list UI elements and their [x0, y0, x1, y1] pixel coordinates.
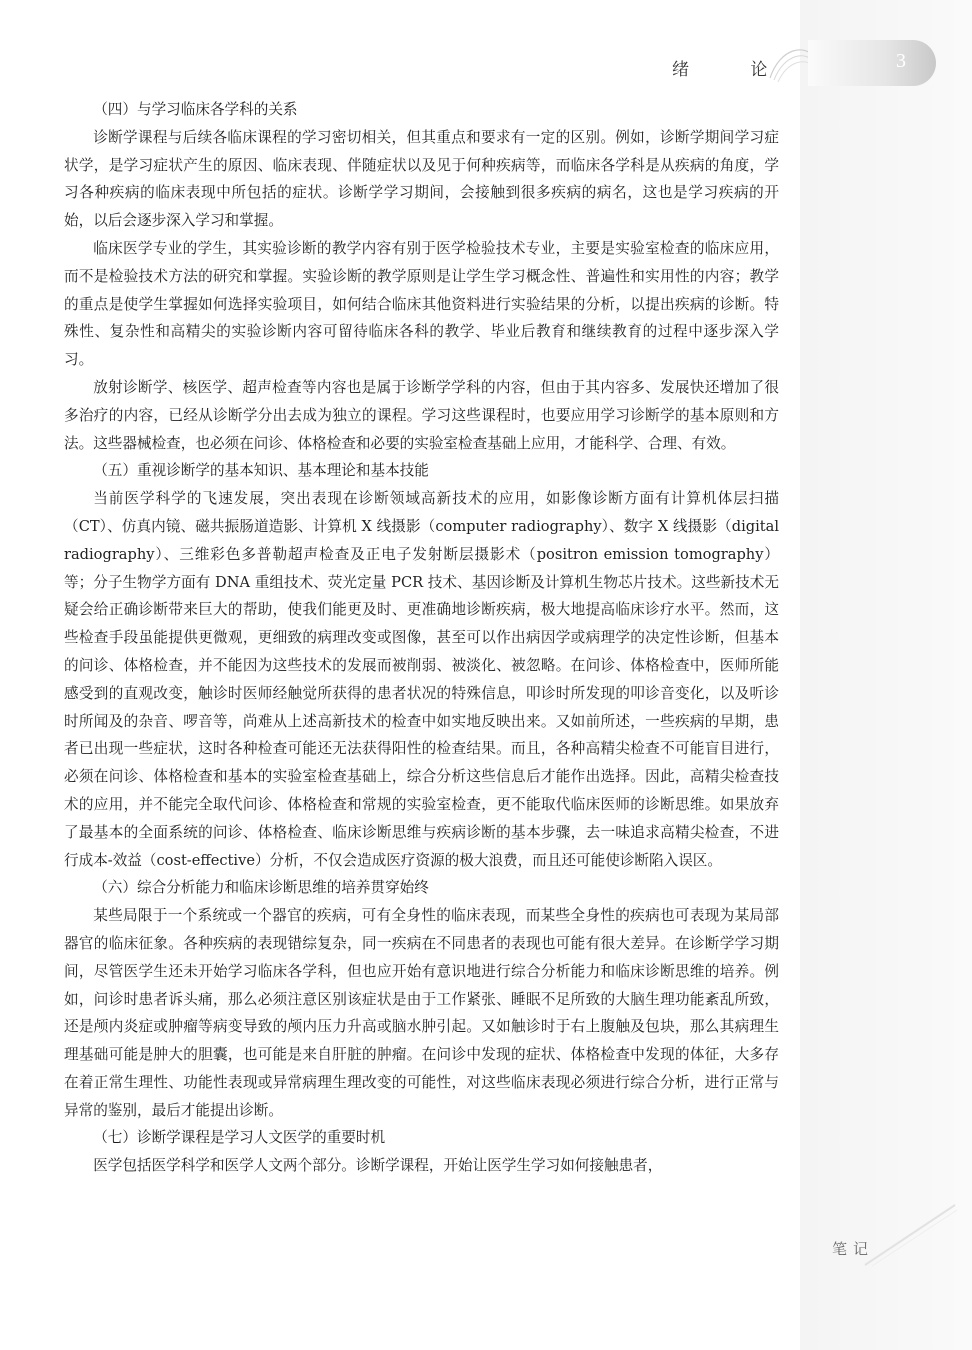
paragraph: 某些局限于一个系统或一个器官的疾病，可有全身性的临床表现，而某些全身性的疾病也可表现为某局部器官的临床征象。各种疾病的表现错综复杂，同一疾病在不同患者的表现也可能有很大差异。在诊断学学习期间，尽管医学生还未开始学习临床各学科，但也应开始有意识地进行综合分析能力和临床诊断思维的培养。例如，问诊时患者诉头痛，那么必须注意区别该症状是由于工作紧张、睡眠不足所致的大脑生理功能紊乱所致，还是颅内炎症或肿瘤等病变导致的颅内压力升高或脑水肿引起。又如触诊时于右上腹触及包块，那么其病理生理基础可能是肿大的胆囊，也可能是来自肝脏的肿瘤。在问诊中发现的症状、体格检查中发现的体征，大多存在着正常生理性、功能性表现或异常病理生理改变的可能性，对这些临床表现必须进行综合分析，进行正常与异常的鉴别，最后才能提出诊断。: [64, 907, 779, 1119]
page-number-tab: [808, 40, 936, 86]
paragraph: 医学包括医学科学和医学人文两个部分。诊断学课程，开始让医学生学习如何接触患者，: [93, 1157, 663, 1175]
chapter-title: 绪 论: [672, 60, 796, 80]
notes-label: 笔记: [832, 1240, 875, 1258]
paragraph: 诊断学课程与后续各临床课程的学习密切相关，但其重点和要求有一定的区别。例如，诊断学期间学习症状学，是学习症状产生的原因、临床表现、伴随症状以及见于何种疾病等，而临床各学科是从疾病的角度，学习各种疾病的临床表现中所包括的症状。诊断学学习期间，会接触到很多疾病的病名，这也是学习疾病的开始，以后会逐步深入学习和掌握。: [64, 128, 779, 230]
section-heading-5: （五）重视诊断学的基本知识、基本理论和基本技能: [93, 462, 429, 480]
section-heading-7: （七）诊断学课程是学习人文医学的重要时机: [93, 1129, 386, 1147]
section-heading-4: （四）与学习临床各学科的关系: [93, 101, 298, 118]
paragraph: 当前医学科学的飞速发展，突出表现在诊断领域高新技术的应用，如影像诊断方面有计算机体层扫描（CT）、仿真内镜、磁共振肠道造影、计算机 X 线摄影（computer radiography）、数字 X 线摄影（digital radiography）、三维彩色多普勒超声检查及正电子发射断层摄影术（positron emission tomography）等；分子生物学方面有 DNA 重组技术、荧光定量 PCR 技术、基因诊断及计算机生物芯片技术。这些新技术无疑会给正确诊断带来巨大的帮助，使我们能更及时、更准确地诊断疾病，极大地提高临床诊疗水平。然而，这些检查手段虽能提供更微观，更细致的病理改变或图像，甚至可以作出病因学或病理学的决定性诊断，但基本的问诊、体格检查，并不能因为这些技术的发展而被削弱、被淡化、被忽略。在问诊、体格检查中，医师所能感受到的直观改变，触诊时医师经触觉所获得的患者状况的特殊信息，叩诊时所发现的叩诊音变化，以及听诊时所闻及的杂音、啰音等，尚难从上述高新技术的检查中如实地反映出来。又如前所述，一些疾病的早期，患者已出现一些症状，这时各种检查可能还无法获得阳性的检查结果。而且，各种高精尖检查不可能盲目进行，必须在问诊、体格检查和基本的实验室检查基础上，综合分析这些信息后才能作出选择。因此，高精尖检查技术的应用，并不能完全取代问诊、体格检查和常规的实验室检查，更不能取代临床医师的诊断思维。如果放弃了最基本的全面系统的问诊、体格检查、临床诊断思维与疾病诊断的基本步骤，去一味追求高精尖检查，不进行成本-效益（cost-effective）分析，不仅会造成医疗资源的极大浪费，而且还可能使诊断陷入误区。: [64, 490, 779, 869]
paragraph: 放射诊断学、核医学、超声检查等内容也是属于诊断学学科的内容，但由于其内容多、发展快还增加了很多治疗的内容，已经从诊断学分出去成为独立的课程。学习这些课程时，也要应用学习诊断学的基本原则和方法。这些器械检查，也必须在问诊、体格检查和必要的实验室检查基础上应用，才能科学、合理、有效。: [64, 378, 779, 452]
section-heading-6: （六）综合分析能力和临床诊断思维的培养贯穿始终: [93, 879, 429, 897]
notes-margin: [800, 0, 972, 1350]
pen-icon: [860, 1200, 960, 1270]
body-text: [64, 96, 779, 1180]
paragraph: 临床医学专业的学生，其实验诊断的教学内容有别于医学检验技术专业，主要是实验室检查的临床应用，而不是检验技术方法的研究和掌握。实验诊断的教学原则是让学生学习概念性、普遍性和实用性的内容；教学的重点是使学生掌握如何选择实验项目，如何结合临床其他资料进行实验结果的分析，以提出疾病的诊断。特殊性、复杂性和高精尖的实验诊断内容可留待临床各科的教学、毕业后教育和继续教育的过程中逐步深入学习。: [64, 239, 779, 369]
page-number: 3: [896, 50, 906, 72]
